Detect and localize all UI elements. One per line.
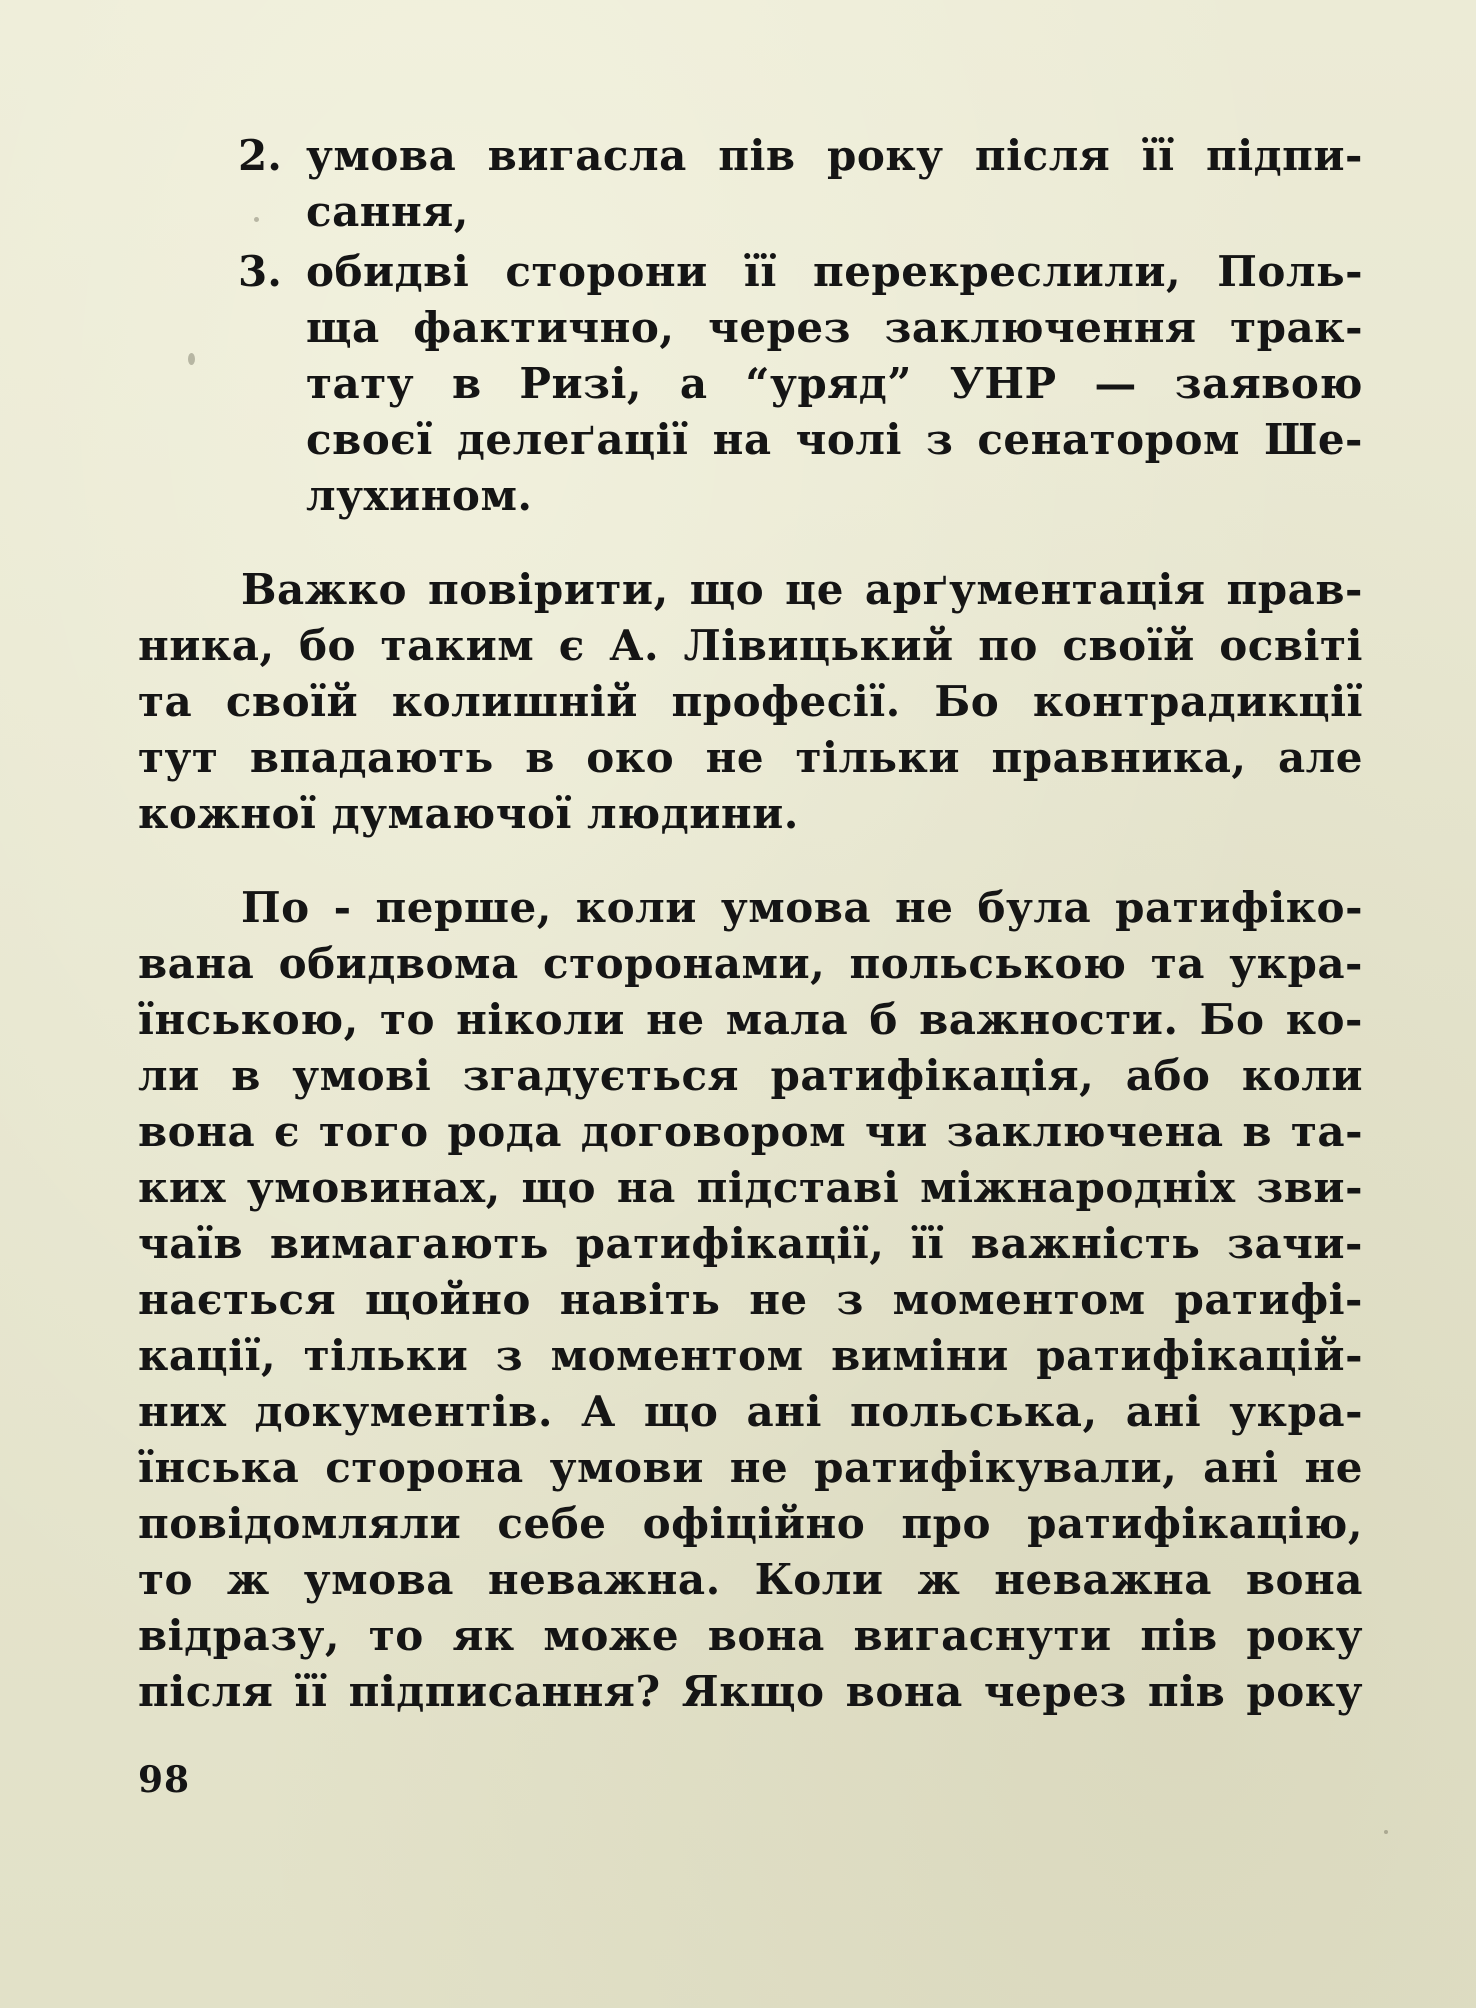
text-line: лухином. [306,471,533,520]
text-line: відразу, то як може вона вигаснути пів року [138,1611,1363,1660]
text-line: вана обидвома сторонами, польською та укра- [138,939,1363,988]
text-line: кації, тільки з моментом виміни ратифікацій- [138,1331,1363,1380]
text-line: то ж умова неважна. Коли ж неважна вона [138,1555,1363,1604]
text-line: обидві сторони її перекреслили, Поль- [306,247,1363,296]
text-line: сання, [306,187,469,236]
text-line: нається щойно навіть не з моментом ратифі- [138,1275,1363,1324]
list-item [138,244,1363,524]
text-line: кожної думаючої людини. [138,789,799,838]
text-line: ща фактично, через заключення трак- [306,303,1363,352]
list-item [138,128,1363,240]
text-line: тут впадають в око не тільки правника, але [138,733,1363,782]
text-line: ника, бо таким є А. Лівицький по своїй освіті [138,621,1363,670]
text-line: після її підписання? Якщо вона через пів року [138,1667,1363,1716]
text-block [138,128,1363,1720]
text-line: та своїй колишній професії. Бо контрадикції [138,677,1363,726]
text-line: вона є того рода договором чи заключена в та- [138,1107,1363,1156]
text-line: їнська сторона умови не ратифікували, ані не [138,1443,1363,1492]
text-line: повідомляли себе офіційно про ратифікацію, [138,1499,1363,1548]
text-line: чаїв вимагають ратифікації, її важність зачи- [138,1219,1363,1268]
text-line: своєї делеґації на чолі з сенатором Ше- [306,415,1363,464]
list-item-number: 2. [238,131,282,180]
paragraph [138,880,1363,1720]
text-line: умова вигасла пів року після її підпи- [306,131,1363,180]
text-line: По - перше, коли умова не була ратифіко- [241,883,1363,932]
text-line: них документів. А що ані польська, ані укра- [138,1387,1363,1436]
numbered-list [138,128,1363,524]
text-line: ли в умові згадується ратифікація, або коли [138,1051,1363,1100]
text-line: їнською, то ніколи не мала б важности. Бо ко- [138,995,1363,1044]
paragraph [138,562,1363,842]
text-line: Важко повірити, що це арґументація прав- [241,565,1363,614]
list-item-number: 3. [238,247,282,296]
text-line: ких умовинах, що на підставі міжнародніх зви- [138,1163,1363,1212]
page-number: 98 [138,1759,191,1801]
text-line: тату в Ризі, а “уряд” УНР — заявою [306,359,1363,408]
paper-speck [1384,1830,1388,1834]
